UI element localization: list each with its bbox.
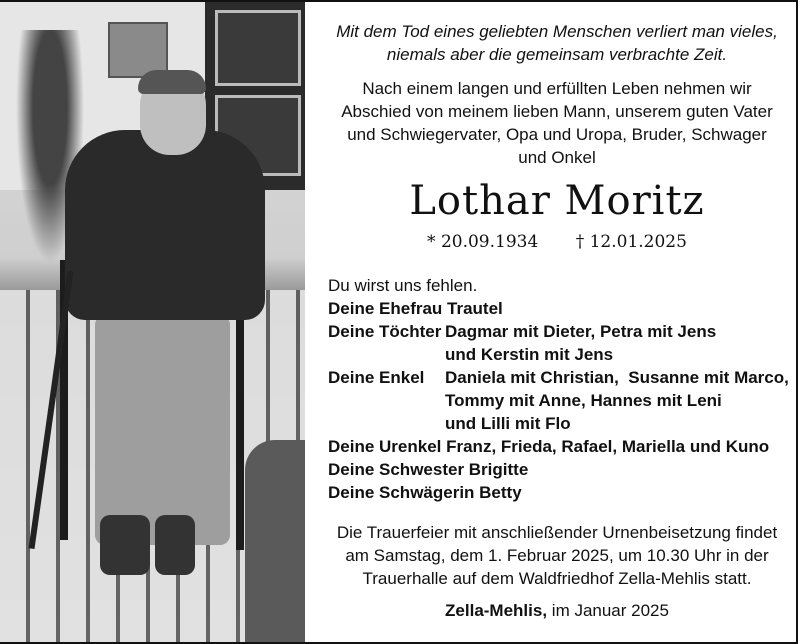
family-label: Deine Enkel [328,368,425,387]
family-names: Daniela mit Christian, Susanne mit Marco, [445,368,789,387]
family-names: Dagmar mit Dieter, Petra mit Jens [445,322,717,341]
funeral-line: am Samstag, dem 1. Februar 2025, um 10.30 Uhr in der [345,546,769,565]
birth-date: * 20.09.1934 [427,232,539,252]
family-sister: Deine Schwester Brigitte [328,460,529,479]
quote-line: Mit dem Tod eines geliebten Menschen verliert man vieles, [336,22,778,41]
place: Zella-Mehlis, [445,601,548,620]
deceased-name: Lothar Moritz [409,178,705,224]
intro-line: und Schwiegervater, Opa und Uropa, Bruder, Schwager [347,125,767,144]
intro-line: und Onkel [518,148,596,167]
family-wife: Deine Ehefrau Trautel [328,299,503,318]
family-great-grandchildren: Deine Urenkel Franz, Frieda, Rafael, Mariella und Kuno [328,437,770,456]
family-sister-in-law: Deine Schwägerin Betty [328,483,522,502]
death-date: † 12.01.2025 [575,232,687,252]
family-names: und Lilli mit Flo [445,414,571,433]
intro-line: Abschied von meinem lieben Mann, unserem guten Vater [341,102,773,121]
farewell-line: Du wirst uns fehlen. [328,276,478,295]
date-line: im Januar 2025 [547,601,669,620]
family-names: Tommy mit Anne, Hannes mit Leni [445,391,722,410]
intro-line: Nach einem langen und erfüllten Leben nehmen wir [362,79,752,98]
funeral-line: Die Trauerfeier mit anschließender Urnenbeisetzung findet [336,523,778,542]
family-names: und Kerstin mit Jens [445,345,614,364]
family-label: Deine Töchter [328,322,442,341]
funeral-line: Trauerhalle auf dem Waldfriedhof Zella-Mehlis statt. [362,569,752,588]
quote-line: niemals aber die gemeinsam verbrachte Zeit. [386,45,728,64]
